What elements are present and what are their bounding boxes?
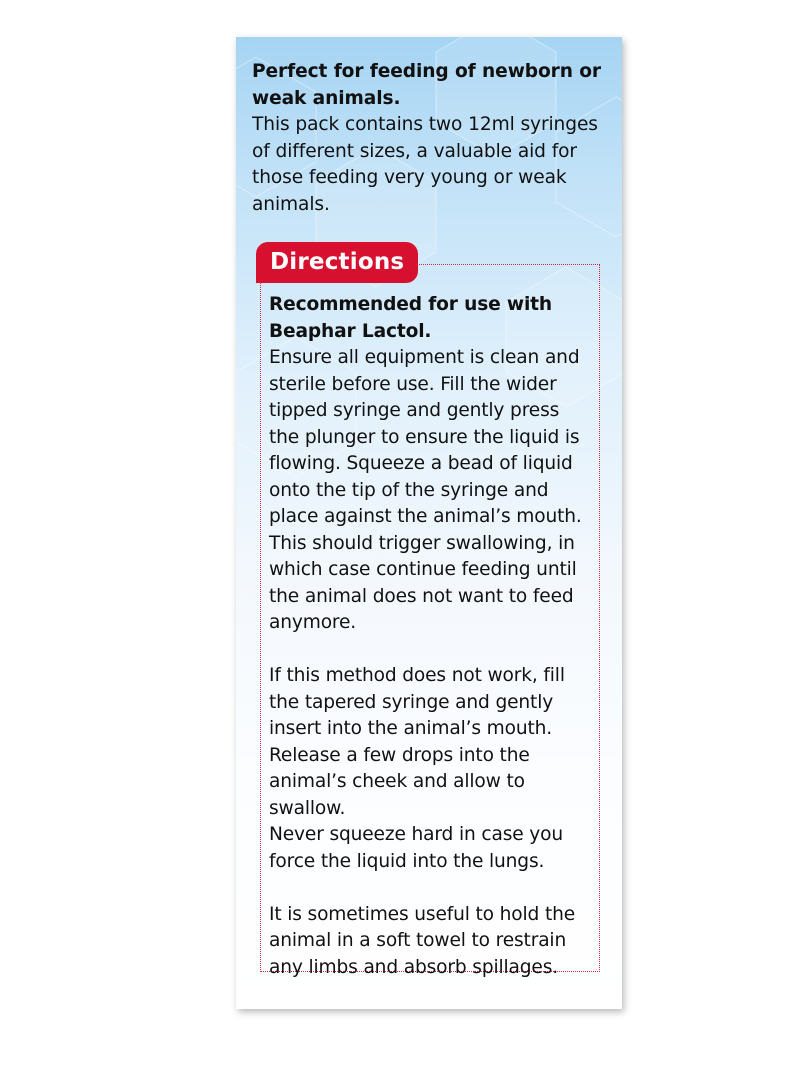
paragraph-line: This should trigger swallowing, in	[269, 532, 575, 554]
intro-heading-line-2: weak animals.	[252, 87, 401, 109]
intro-section	[252, 59, 608, 218]
directions-heading-line-2: Beaphar Lactol.	[269, 320, 432, 342]
intro-body-line: animals.	[252, 193, 330, 215]
paragraph-line: anymore.	[269, 612, 357, 633]
intro-body-line: those feeding very young or weak	[252, 167, 567, 188]
paragraph-line: place against the animal’s mouth.	[269, 506, 582, 527]
paragraph-line: flowing. Squeeze a bead of liquid	[269, 453, 573, 474]
directions-paragraph-2	[269, 663, 599, 875]
product-card	[236, 37, 622, 1009]
paragraph-line: the animal does not want to feed	[269, 585, 574, 607]
intro-body-line: of different sizes, a valuable aid for	[252, 140, 577, 162]
paragraph-line: Ensure all equipment is clean and	[269, 347, 580, 368]
paragraph-line: force the liquid into the lungs.	[269, 850, 545, 872]
paragraph-line: Never squeeze hard in case you	[269, 824, 563, 845]
paragraph-line: animal’s cheek and allow to swallow.	[269, 771, 525, 819]
directions-label: Directions	[256, 242, 418, 283]
paragraph-line: animal in a soft towel to restrain	[269, 930, 567, 951]
paragraph-line: Release a few drops into the	[269, 744, 530, 766]
directions-paragraph-3	[269, 902, 599, 982]
intro-body-line: This pack contains two 12ml syringes	[252, 114, 598, 135]
paragraph-line: onto the tip of the syringe and	[269, 479, 549, 501]
paragraph-line: sterile before use. Fill the wider	[269, 373, 557, 395]
paragraph-line: It is sometimes useful to hold the	[269, 903, 576, 925]
paragraph-line: If this method does not work, fill	[269, 665, 565, 686]
paragraph-line: any limbs and absorb spillages.	[269, 956, 559, 978]
paragraph-line: the plunger to ensure the liquid is	[269, 426, 580, 448]
paragraph-line: which case continue feeding until	[269, 559, 577, 580]
paragraph-line: insert into the animal’s mouth.	[269, 718, 553, 739]
directions-heading-line-1: Recommended for use with	[269, 294, 552, 315]
directions-paragraph-1	[269, 345, 599, 637]
intro-heading-line-1: Perfect for feeding of newborn or	[252, 61, 601, 82]
paragraph-line: tipped syringe and gently press	[269, 400, 560, 421]
paragraph-line: the tapered syringe and gently	[269, 691, 554, 713]
directions-text	[269, 292, 599, 1008]
